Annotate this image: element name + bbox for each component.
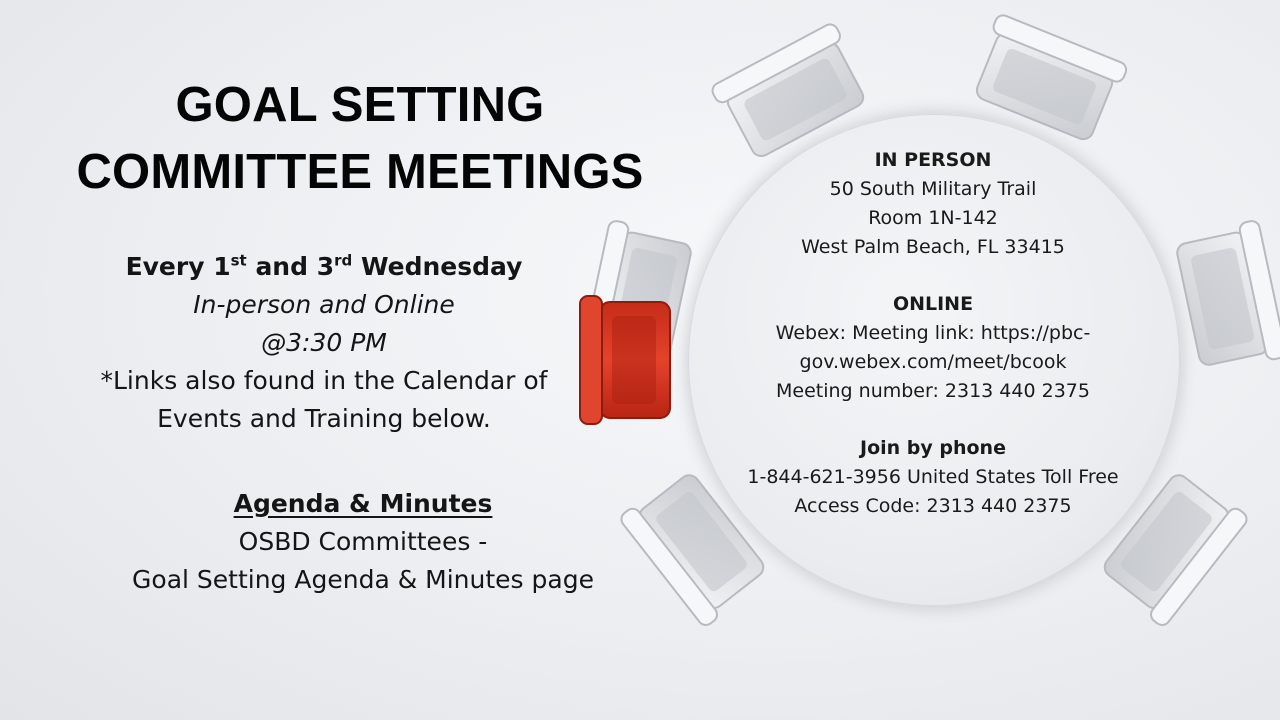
frequency-day: Wednesday bbox=[352, 252, 523, 281]
webex-link-line-1[interactable]: Webex: Meeting link: https://pbc- bbox=[775, 322, 1091, 344]
access-code: Access Code: 2313 440 2375 bbox=[794, 495, 1072, 517]
title-line-1: GOAL SETTING bbox=[175, 78, 545, 132]
spacer bbox=[700, 262, 1166, 290]
schedule-block bbox=[60, 248, 588, 438]
chair-red bbox=[580, 296, 670, 424]
meeting-number: Meeting number: 2313 440 2375 bbox=[776, 380, 1090, 402]
title-line-2: COMMITTEE MEETINGS bbox=[76, 145, 644, 199]
agenda-link-line-1[interactable]: OSBD Committees - bbox=[238, 527, 488, 556]
meeting-info bbox=[700, 146, 1166, 521]
ordinal-suffix-2: rd bbox=[334, 251, 353, 270]
frequency-text-2: and 3 bbox=[246, 252, 335, 281]
frequency-text-1: Every 1 bbox=[125, 252, 231, 281]
chair-bottom bbox=[1174, 220, 1280, 375]
page-title bbox=[40, 72, 680, 206]
meeting-time: @3:30 PM bbox=[261, 328, 387, 357]
spacer bbox=[700, 406, 1166, 434]
address-line-3: West Palm Beach, FL 33415 bbox=[801, 236, 1065, 258]
meeting-mode: In-person and Online bbox=[193, 290, 455, 319]
meeting-frequency bbox=[60, 248, 588, 286]
calendar-note-line-2: Events and Training below. bbox=[157, 404, 491, 433]
agenda-block bbox=[100, 485, 626, 599]
address-line-1: 50 South Military Trail bbox=[829, 178, 1037, 200]
calendar-note-line-1: *Links also found in the Calendar of bbox=[100, 366, 548, 395]
ordinal-suffix-1: st bbox=[230, 251, 247, 270]
webex-link-line-2[interactable]: gov.webex.com/meet/bcook bbox=[799, 351, 1067, 373]
in-person-heading: IN PERSON bbox=[874, 149, 992, 171]
agenda-link-line-2[interactable]: Goal Setting Agenda & Minutes page bbox=[132, 565, 594, 594]
address-line-2: Room 1N-142 bbox=[868, 207, 998, 229]
online-heading: ONLINE bbox=[892, 293, 974, 315]
phone-number: 1-844-621-3956 United States Toll Free bbox=[747, 466, 1119, 488]
agenda-heading: Agenda & Minutes bbox=[233, 489, 493, 518]
phone-heading: Join by phone bbox=[860, 437, 1006, 459]
